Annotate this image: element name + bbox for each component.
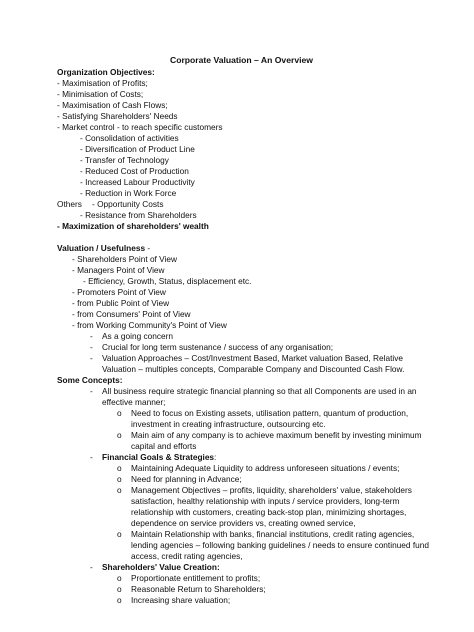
dash-item: Crucial for long term sustenance / success of any organisation; (102, 342, 334, 352)
circle-bullet: o (117, 463, 122, 473)
shareholder-value-heading: Shareholders' Value Creation: (102, 562, 220, 572)
concepts-heading: Some Concepts: (57, 375, 123, 385)
list-item: - Market control - to reach specific customers (57, 122, 223, 132)
pov-item: - from Public Point of View (72, 298, 170, 308)
sub-list-item: - Transfer of Technology (80, 155, 169, 165)
circle-item: Need for planning in Advance; (131, 474, 242, 484)
circle-item: Increasing share valuation; (131, 595, 231, 605)
circle-bullet: o (117, 584, 122, 594)
others-item: - Resistance from Shareholders (80, 210, 197, 220)
circle-bullet: o (117, 573, 122, 583)
dash-bullet: - (90, 353, 93, 363)
pov-item: - Shareholders Point of View (72, 254, 177, 264)
circle-item: Maintain Relationship with banks, financial institutions, credit rating agencies, (131, 529, 415, 539)
sub-list-item: - Increased Labour Productivity (80, 177, 195, 187)
circle-item: Maintaining Adequate Liquidity to address unforeseen situations / events; (131, 463, 400, 473)
sub-list-item: - Reduction in Work Force (80, 188, 177, 198)
dash-bullet: - (90, 331, 93, 341)
circle-item: Need to focus on Existing assets, utilisation pattern, quantum of production, (131, 408, 409, 418)
pov-item: - Promoters Point of View (72, 287, 166, 297)
financial-goals-heading: Financial Goals & Strategies (102, 452, 215, 462)
sub-list-item: - Reduced Cost of Production (80, 166, 189, 176)
dash-bullet: - (90, 452, 93, 462)
dash-bullet: - (90, 562, 93, 572)
circle-item: relationship with customers, creating back-stop plan, minimizing shortages, (131, 507, 407, 517)
max-wealth-line: - Maximization of shareholders' wealth (57, 221, 209, 231)
circle-item: Main aim of any company is to achieve maximum benefit by investing minimum (131, 430, 422, 440)
document-title: Corporate Valuation – An Overview (170, 55, 313, 65)
dash-item: As a going concern (102, 331, 174, 341)
pov-item: - from Consumers' Point of View (72, 309, 191, 319)
others-item: - Opportunity Costs (92, 199, 164, 209)
circle-bullet: o (117, 595, 122, 605)
valuation-heading-line (57, 243, 150, 254)
circle-item: satisfaction, healthy relationship with inputs / service providers, long-term (131, 496, 400, 506)
concept-text: effective manner; (102, 397, 166, 407)
circle-item: Proportionate entitlement to profits; (131, 573, 261, 583)
pov-item: - from Working Community's Point of View (72, 320, 227, 330)
circle-item: Management Objectives – profits, liquidity, shareholders' value, stakeholders (131, 485, 412, 495)
list-item: - Satisfying Shareholders' Needs (57, 111, 178, 121)
dash-bullet: - (90, 386, 93, 396)
circle-item: lending agencies – following banking guidelines / needs to ensure continued fund (131, 540, 429, 550)
pov-item: - Managers Point of View (72, 265, 165, 275)
financial-goals-line (102, 452, 216, 463)
org-objectives-heading: Organization Objectives: (57, 67, 155, 77)
financial-goals-suffix: : (214, 452, 217, 462)
sub-list-item: - Consolidation of activities (80, 133, 179, 143)
circle-item: capital and efforts (131, 441, 197, 451)
others-label: Others (57, 199, 82, 209)
circle-bullet: o (117, 430, 122, 440)
list-item: - Minimisation of Costs; (57, 89, 144, 99)
circle-item: Reasonable Return to Shareholders; (131, 584, 266, 594)
concept-text: All business require strategic financial planning so that all Components are used in an (102, 386, 417, 396)
dash-item-continued: Valuation – multiples concepts, Comparable Company and Discounted Cash Flow. (102, 364, 405, 374)
circle-bullet: o (117, 474, 122, 484)
circle-bullet: o (117, 485, 122, 495)
list-item: - Maximisation of Profits; (57, 78, 148, 88)
sub-list-item: - Diversification of Product Line (80, 144, 195, 154)
circle-bullet: o (117, 529, 122, 539)
list-item: - Maximisation of Cash Flows; (57, 100, 168, 110)
circle-item: investment in creating infrastructure, outsourcing etc. (131, 419, 326, 429)
valuation-heading-suffix: - (145, 243, 151, 253)
dash-bullet: - (90, 342, 93, 352)
circle-bullet: o (117, 408, 122, 418)
circle-item: access, credit rating agencies, (131, 551, 243, 561)
pov-item: - Efficiency, Growth, Status, displacement etc. (83, 276, 252, 286)
dash-item: Valuation Approaches – Cost/Investment Based, Market valuation Based, Relative (102, 353, 404, 363)
valuation-heading: Valuation / Usefulness (57, 243, 146, 253)
circle-item: dependence on service providers vs, creating owned service, (131, 518, 356, 528)
